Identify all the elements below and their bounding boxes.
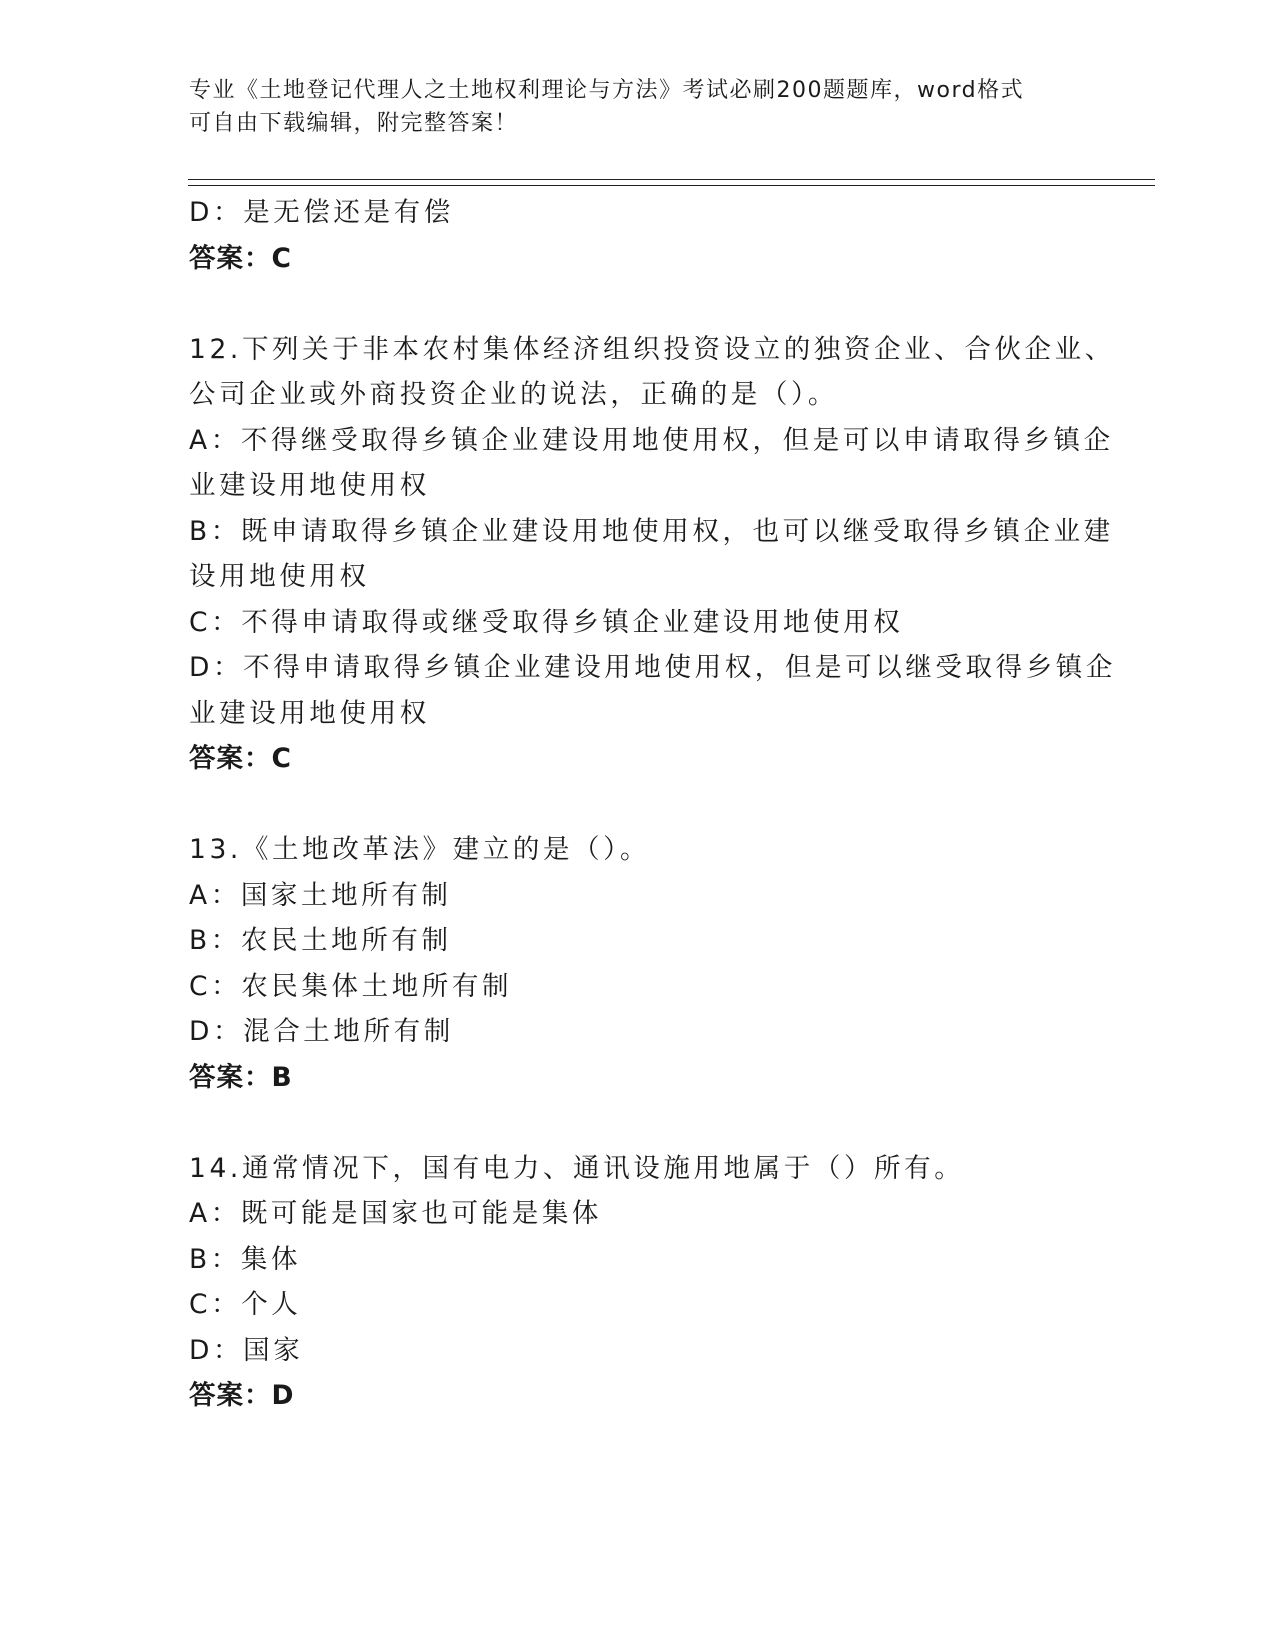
answer-line: 答案：C [189,242,292,274]
answer-line: 答案：C [189,743,292,774]
question-gap [189,1100,1089,1146]
option-b: B：集体 [189,1243,302,1275]
header-divider-bottom [188,185,1155,186]
option-d-continued: 业建设用地使用权 [189,697,430,729]
option-d: D：国家 [189,1334,304,1366]
question-11-tail [189,190,1089,281]
question-12 [189,327,1117,782]
option-d: D：混合土地所有制 [189,1016,454,1047]
option-c: C：个人 [189,1289,302,1320]
option-b: B：既申请取得乡镇企业建设用地使用权，也可以继受取得乡镇企业建 [189,515,1114,547]
answer-line: 答案：D [189,1380,295,1411]
question-13 [189,827,1089,1100]
option-b-continued: 设用地使用权 [189,561,370,592]
question-list [189,190,1117,1419]
option-b: B：农民土地所有制 [189,925,452,956]
answer-line: 答案：B [189,1061,293,1093]
option-a: A：国家土地所有制 [189,879,452,911]
question-stem: 14.通常情况下，国有电力、通讯设施用地属于（）所有。 [189,1152,965,1184]
option-a-continued: 业建设用地使用权 [189,470,430,501]
question-14 [189,1146,1089,1419]
question-stem-continued: 公司企业或外商投资企业的说法，正确的是（）。 [189,379,838,410]
header-line-2: 可自由下载编辑，附完整答案！ [189,111,519,136]
option-c: C：农民集体土地所有制 [189,970,513,1002]
option-c: C：不得申请取得或继受取得乡镇企业建设用地使用权 [189,606,904,638]
question-gap [189,281,1089,327]
question-stem: 12.下列关于非本农村集体经济组织投资设立的独资企业、合伙企业、 [189,333,1115,365]
option-a: A：不得继受取得乡镇企业建设用地使用权，但是可以申请取得乡镇企 [189,424,1114,456]
option-a: A：既可能是国家也可能是集体 [189,1198,603,1229]
option-d: D：不得申请取得乡镇企业建设用地使用权，但是可以继受取得乡镇企 [189,652,1117,683]
document-header [189,74,1069,140]
header-divider-top [188,179,1155,180]
question-stem: 13.《土地改革法》建立的是（）。 [189,834,651,865]
question-gap [189,782,1089,828]
header-line-1: 专业《土地登记代理人之土地权利理论与方法》考试必刷200题题库，word格式 [189,78,1025,103]
option-d: D：是无偿还是有偿 [189,197,454,228]
